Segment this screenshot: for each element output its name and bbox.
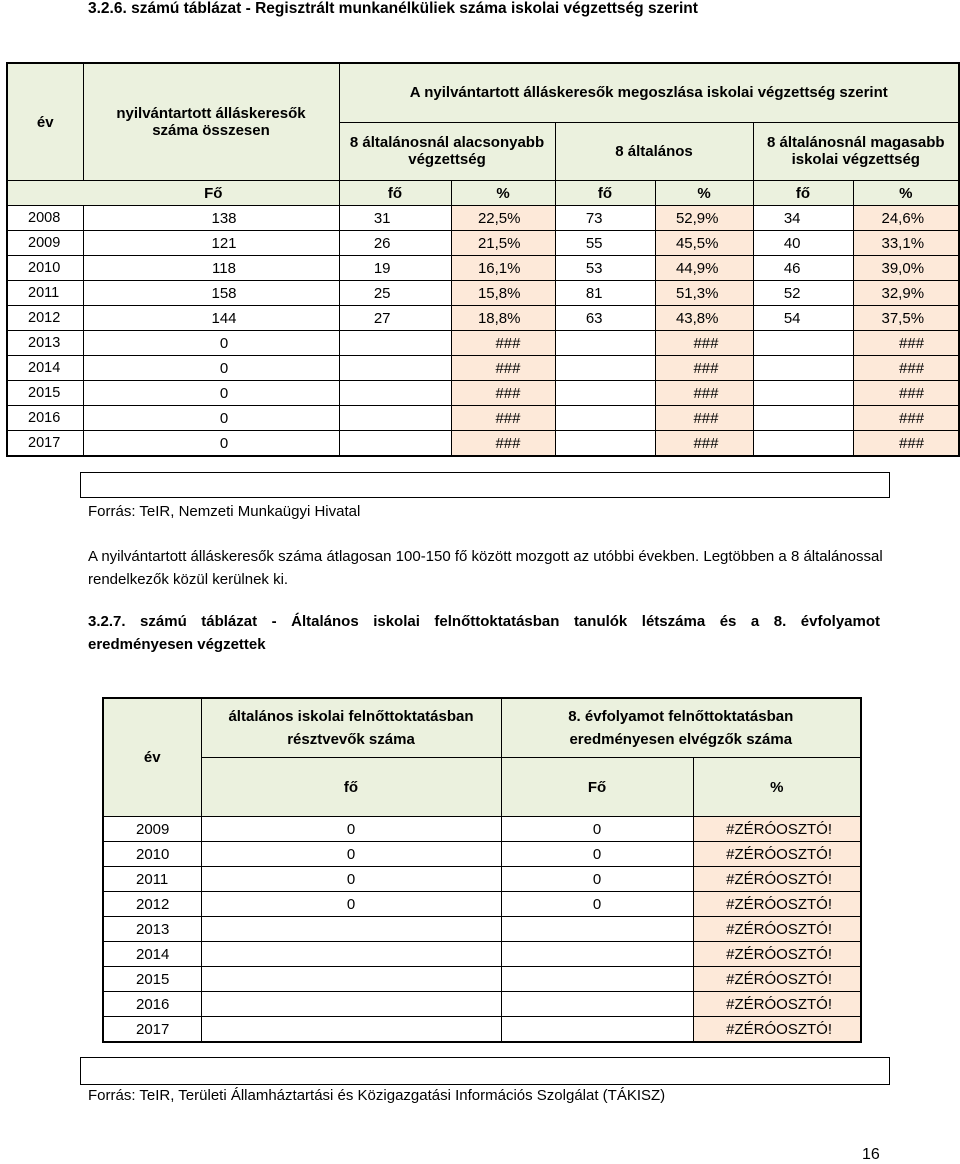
unit-cell: fő [555, 181, 655, 206]
table-cell: #ZÉRÓOSZTÓ! [693, 1017, 861, 1043]
col-header-distribution: A nyilvántartott álláskeresők megoszlása iskolai végzettség szerint [339, 63, 959, 122]
table-cell: #ZÉRÓOSZTÓ! [693, 992, 861, 1017]
table-cell: #ZÉRÓOSZTÓ! [693, 967, 861, 992]
table-row [7, 281, 959, 306]
table-row [7, 356, 959, 381]
table-cell: 22,5% [451, 206, 555, 231]
table-cell: 63 [555, 306, 655, 331]
table-cell: ### [655, 381, 753, 406]
table-cell: 158 [83, 281, 339, 306]
table-cell: ### [655, 406, 753, 431]
table-cell [753, 381, 853, 406]
table-cell: 144 [83, 306, 339, 331]
year-cell: 2011 [7, 281, 83, 306]
table-cell: 31 [339, 206, 451, 231]
table-cell: ### [451, 331, 555, 356]
year-cell: 2015 [103, 967, 201, 992]
year-cell: 2013 [7, 331, 83, 356]
table-cell: ### [853, 431, 959, 457]
empty-cell-box [80, 472, 890, 498]
table-cell [501, 942, 693, 967]
table-row [7, 431, 959, 457]
table-cell [201, 1017, 501, 1043]
table-cell: ### [655, 356, 753, 381]
year-cell: 2011 [103, 867, 201, 892]
units-row [103, 758, 861, 817]
table-cell [501, 917, 693, 942]
table-cell: 0 [83, 381, 339, 406]
year-cell: 2012 [103, 892, 201, 917]
table-cell: 32,9% [853, 281, 959, 306]
table-cell: 18,8% [451, 306, 555, 331]
table-cell: ### [451, 406, 555, 431]
table-cell [555, 431, 655, 457]
table-cell [501, 967, 693, 992]
table-cell: 34 [753, 206, 853, 231]
table-cell [555, 356, 655, 381]
table-cell: 46 [753, 256, 853, 281]
col-header-low: 8 általánosnál alacsonyabb végzettség [339, 122, 555, 181]
table-cell: 37,5% [853, 306, 959, 331]
table-cell: #ZÉRÓOSZTÓ! [693, 867, 861, 892]
table-cell: 138 [83, 206, 339, 231]
unit-cell: fő [339, 181, 451, 206]
source-note-1: Forrás: TeIR, Nemzeti Munkaügyi Hivatal [88, 503, 361, 520]
table-cell: 16,1% [451, 256, 555, 281]
table-cell: 40 [753, 231, 853, 256]
table-cell: ### [655, 431, 753, 457]
table2-heading-line2: eredményesen végzettek [88, 636, 266, 653]
table-cell: 0 [83, 406, 339, 431]
table-cell: 21,5% [451, 231, 555, 256]
table-cell: 15,8% [451, 281, 555, 306]
table-cell: ### [853, 331, 959, 356]
year-cell: 2009 [7, 231, 83, 256]
adult-education-table [102, 697, 862, 1043]
table-cell [339, 406, 451, 431]
table-cell [201, 992, 501, 1017]
table-cell: 43,8% [655, 306, 753, 331]
table-cell [339, 331, 451, 356]
table-cell: 0 [83, 356, 339, 381]
table-cell: 0 [501, 817, 693, 842]
table-cell: 0 [201, 842, 501, 867]
table-cell: 0 [501, 867, 693, 892]
table-cell [555, 331, 655, 356]
table-row [103, 967, 861, 992]
table-cell: 0 [201, 892, 501, 917]
table-cell: 45,5% [655, 231, 753, 256]
table-cell: #ZÉRÓOSZTÓ! [693, 892, 861, 917]
year-cell: 2016 [7, 406, 83, 431]
table-cell: #ZÉRÓOSZTÓ! [693, 917, 861, 942]
table-row [7, 381, 959, 406]
table-cell [753, 356, 853, 381]
table-row [103, 817, 861, 842]
table-cell: 55 [555, 231, 655, 256]
table-cell: 0 [201, 817, 501, 842]
table-cell [201, 917, 501, 942]
table-cell: 26 [339, 231, 451, 256]
unit-cell: % [655, 181, 753, 206]
table-cell [753, 431, 853, 457]
unit-cell: % [451, 181, 555, 206]
body-paragraph: A nyilvántartott álláskeresők száma átlagosan 100-150 fő között mozgott az utóbbi években. Legtöbben a 8 általánossal rendelkezők közül kerülnek ki. [88, 548, 883, 588]
table-cell: 19 [339, 256, 451, 281]
table-cell: 51,3% [655, 281, 753, 306]
table-cell: 0 [83, 431, 339, 457]
year-cell: 2009 [103, 817, 201, 842]
table-cell: 33,1% [853, 231, 959, 256]
table-cell: 81 [555, 281, 655, 306]
unit-cell: Fő [7, 181, 339, 206]
table-cell: 52 [753, 281, 853, 306]
unemployment-table [6, 62, 960, 457]
table-cell [753, 331, 853, 356]
table-cell [753, 406, 853, 431]
table-row [7, 231, 959, 256]
source-note-2: Forrás: TeIR, Területi Államháztartási és Közigazgatási Információs Szolgálat (TÁKISZ) [88, 1087, 666, 1104]
table-cell [201, 942, 501, 967]
table-cell [501, 1017, 693, 1043]
table-cell [555, 381, 655, 406]
unit-cell: % [693, 758, 861, 817]
table-cell: ### [451, 431, 555, 457]
table-row [103, 992, 861, 1017]
table-cell [555, 406, 655, 431]
year-cell: 2012 [7, 306, 83, 331]
table-cell: ### [853, 356, 959, 381]
table-cell: 0 [501, 842, 693, 867]
table-cell: 44,9% [655, 256, 753, 281]
table-row [103, 917, 861, 942]
unit-cell: Fő [501, 758, 693, 817]
table-row [7, 406, 959, 431]
year-cell: 2013 [103, 917, 201, 942]
year-cell: 2014 [7, 356, 83, 381]
table-cell: 52,9% [655, 206, 753, 231]
table-cell: ### [451, 356, 555, 381]
col-header-participants: általános iskolai felnőttoktatásban résztvevők száma [201, 698, 501, 758]
table-cell: 27 [339, 306, 451, 331]
table-row [7, 206, 959, 231]
table-row [7, 256, 959, 281]
table-cell: ### [451, 381, 555, 406]
col-header-total: nyilvántartott álláskeresők száma összesen [83, 63, 339, 181]
year-cell: 2015 [7, 381, 83, 406]
table-row [7, 306, 959, 331]
table-cell [339, 356, 451, 381]
empty-cell-box [80, 1057, 890, 1085]
table-cell: 0 [201, 867, 501, 892]
table2-heading-line1: 3.2.7. számú táblázat - Általános iskolai felnőttoktatásban tanulók létszáma és a 8. évfolyamot [88, 613, 880, 630]
table-row [103, 842, 861, 867]
table-cell: 53 [555, 256, 655, 281]
table-cell: #ZÉRÓOSZTÓ! [693, 817, 861, 842]
year-cell: 2016 [103, 992, 201, 1017]
table-cell [501, 992, 693, 1017]
page-number: 16 [862, 1146, 880, 1163]
table-row [7, 331, 959, 356]
year-cell: 2014 [103, 942, 201, 967]
table1-heading: 3.2.6. számú táblázat - Regisztrált munkanélküliek száma iskolai végzettség szerint [88, 0, 698, 17]
table-cell: 24,6% [853, 206, 959, 231]
unit-cell: % [853, 181, 959, 206]
table-cell: #ZÉRÓOSZTÓ! [693, 942, 861, 967]
table-cell: 118 [83, 256, 339, 281]
table-cell: ### [853, 381, 959, 406]
col-header-high: 8 általánosnál magasabb iskolai végzettség [753, 122, 959, 181]
table-cell [339, 431, 451, 457]
year-cell: 2017 [103, 1017, 201, 1043]
table-row [103, 942, 861, 967]
unit-cell: fő [753, 181, 853, 206]
year-cell: 2010 [7, 256, 83, 281]
units-row [7, 181, 959, 206]
col-header-ev: év [7, 63, 83, 181]
table-cell: 54 [753, 306, 853, 331]
table-cell: 0 [501, 892, 693, 917]
table-cell [201, 967, 501, 992]
table-row [103, 867, 861, 892]
table-row [103, 892, 861, 917]
col-header-ev: év [103, 698, 201, 817]
table-cell: 25 [339, 281, 451, 306]
table-cell: 121 [83, 231, 339, 256]
unit-cell: fő [201, 758, 501, 817]
table-cell: 73 [555, 206, 655, 231]
table-cell: ### [655, 331, 753, 356]
table-cell [339, 381, 451, 406]
table-row [103, 1017, 861, 1043]
table-cell: ### [853, 406, 959, 431]
table-cell: #ZÉRÓOSZTÓ! [693, 842, 861, 867]
table-cell: 39,0% [853, 256, 959, 281]
col-header-completed: 8. évfolyamot felnőttoktatásban eredményesen elvégzők száma [501, 698, 861, 758]
year-cell: 2008 [7, 206, 83, 231]
year-cell: 2017 [7, 431, 83, 457]
table-cell: 0 [83, 331, 339, 356]
year-cell: 2010 [103, 842, 201, 867]
col-header-mid: 8 általános [555, 122, 753, 181]
